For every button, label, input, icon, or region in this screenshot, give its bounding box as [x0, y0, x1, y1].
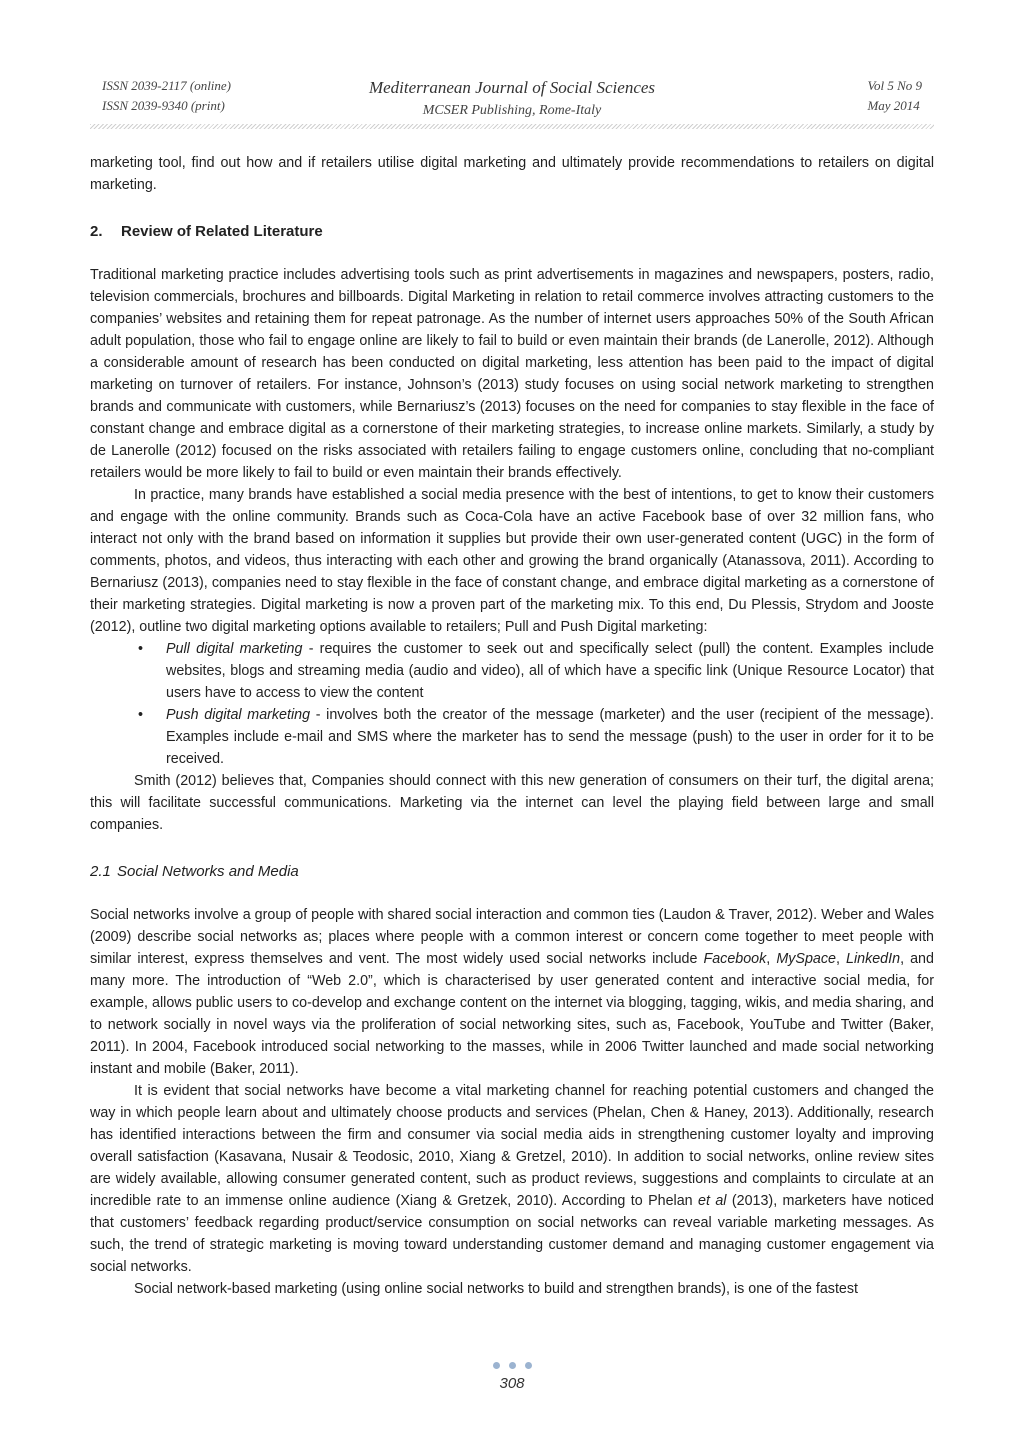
issue-date: May 2014	[867, 98, 920, 113]
list-item	[90, 638, 934, 704]
paragraph: In practice, many brands have established a social media presence with the best of intentions, to get to know their customers and engage with the online community. Brands such as Coca-Cola have an active Facebook base of over 32 million fans, who interact not only with the brand based on information it supplies but provide their own user-generated content (UGC) in the form of comments, photos, and videos, thus interacting with each other and growing the brand organically (Atanassova, 2011). According to Bernariusz (2013), companies need to stay flexible in the face of constant change, and embrace digital marketing as a cornerstone of their marketing strategies. Digital marketing is now a proven part of the marketing mix. To this end, Du Plessis, Strydom and Jooste (2012), outline two digital marketing options available to retailers; Pull and Push Digital marketing:	[90, 487, 934, 635]
text-run-italic: MySpace	[776, 951, 836, 967]
paragraph: Social network-based marketing (using online social networks to build and strengthen brands), is one of the fastest	[134, 1281, 858, 1297]
text-run: It is evident that social networks have become a vital marketing channel for reaching potential customers and changed the way in which people learn about and ultimately choose products and services (Phelan, Chen & Haney, 2013). Additionally, research has identified interactions between the firm and consumer via social media aids in strengthening customer loyalty and improving overall satisfaction (Kasavana, Nusair & Teodosic, 2010, Xiang & Gretzel, 2010). In addition to social networks, online review sites are widely available, allowing consumer generated content, such as product reviews, suggestions and complaints to circulate at an incredible rate to an immense online audience (Xiang & Gretzek, 2010). According to Phelan	[90, 1083, 934, 1209]
section-number: 2.	[90, 223, 103, 240]
page-number: 308	[499, 1375, 525, 1392]
list-item-text: - involves both the creator of the message (marketer) and the user (recipient of the message). Examples include e-mail and SMS where the marketer has to send the message (push) to the user in order for it to be received.	[166, 707, 934, 767]
dot-icon	[493, 1362, 500, 1369]
issn-print: ISSN 2039-9340 (print)	[102, 98, 225, 113]
bullet-list	[90, 638, 934, 770]
subsection-heading	[90, 861, 934, 883]
dot-icon	[525, 1362, 532, 1369]
text-run: , and many more. The introduction of “Web 2.0”, which is characterised by user generated content and interactive social media, for example, allows public users to co-develop and exchange content on the internet via blogging, tagging, wikis, and media sharing, and to network socially in novel ways via the proliferation of social networking sites, such as, Facebook, YouTube and Twitter (Baker, 2011). In 2004, Facebook introduced social networking to the masses, while in 2006 Twitter launched and made social networking instant and mobile (Baker, 2011).	[90, 951, 934, 1077]
text-run-italic: LinkedIn	[846, 951, 901, 967]
text-run: ,	[766, 951, 777, 967]
text-run: Social networks involve a group of people with shared social interaction and common ties (Laudon & Traver, 2012). Weber and Wales (2009) describe social networks as; places where people with a common interest or concern come together to meet people with similar interest, express themselves and vent. The most widely used social networks include	[90, 907, 934, 967]
publisher: MCSER Publishing, Rome-Italy	[422, 103, 602, 118]
bullet-icon: •	[138, 641, 144, 657]
subsection-number: 2.1	[90, 863, 111, 880]
journal-block	[90, 76, 934, 122]
list-item-term: Push digital marketing	[166, 707, 311, 723]
text-run-italic: Facebook	[703, 951, 767, 967]
section-title: Review of Related Literature	[121, 223, 323, 240]
paragraph: Traditional marketing practice includes advertising tools such as print advertisements in magazines and newspapers, posters, radio, television commercials, brochures and billboards. Digital Marketing in relation to retail commerce involves attracting customers to the companies’ websites and retaining them for repeat patronage. As the number of internet users approaches 50% of the South African adult population, those who fail to engage online are likely to fail to build or even maintain their brands (de Lanerolle, 2012). Although a considerable amount of research has been conducted on digital marketing, less attention has been paid to the impact of digital marketing on turnover of retailers. For instance, Johnson’s (2013) study focuses on using social network marketing to strengthen brands and communicate with customers, while Bernariusz’s (2013) focuses on the need for companies to stay flexible in the face of constant change and embrace digital as a cornerstone of their marketing strategies, to increase online markets. Similarly, a study by de Lanerolle (2012) focused on the risks associated with retailers failing to engage customers online, concluding that no-compliant retailers would be more likely to fail to build or even maintain their brands effectively.	[90, 267, 934, 481]
text-run-italic: et al	[698, 1193, 727, 1209]
page-footer	[0, 1360, 1024, 1392]
issn-online: ISSN 2039-2117 (online)	[102, 78, 232, 93]
footer-dots-icon	[0, 1360, 1024, 1370]
text-run: ,	[835, 951, 846, 967]
list-item-term: Pull digital marketing	[166, 641, 303, 657]
bullet-icon: •	[138, 707, 144, 723]
journal-title: Mediterranean Journal of Social Sciences	[368, 78, 656, 97]
page-header	[90, 76, 934, 132]
list-item-text: - requires the customer to seek out and specifically select (pull) the content. Examples include websites, blogs and streaming media (audio and video), all of which have a specific link (Unique Resource Locator) that users have to access to view the content	[166, 641, 934, 701]
text-run: (2013), marketers have noticed that customers’ feedback regarding product/service consumption on social networks can reveal variable marketing messages. As such, the trend of strategic marketing is moving toward understanding customer demand and managing customer engagement via social networks.	[90, 1193, 934, 1275]
volume: Vol 5 No 9	[867, 78, 922, 93]
issue-block	[867, 76, 922, 116]
paragraph: marketing tool, find out how and if retailers utilise digital marketing and ultimately provide recommendations to retailers on digital marketing.	[90, 155, 934, 193]
paragraph: Smith (2012) believes that, Companies should connect with this new generation of consumers on their turf, the digital arena; this will facilitate successful communications. Marketing via the internet can level the playing field between large and small companies.	[90, 773, 934, 833]
paragraph	[90, 904, 934, 1080]
subsection-title: Social Networks and Media	[117, 863, 299, 880]
article-body	[90, 152, 934, 1300]
paragraph	[90, 1080, 934, 1278]
header-divider	[90, 124, 934, 129]
section-heading	[90, 221, 934, 243]
list-item	[90, 704, 934, 770]
dot-icon	[509, 1362, 516, 1369]
